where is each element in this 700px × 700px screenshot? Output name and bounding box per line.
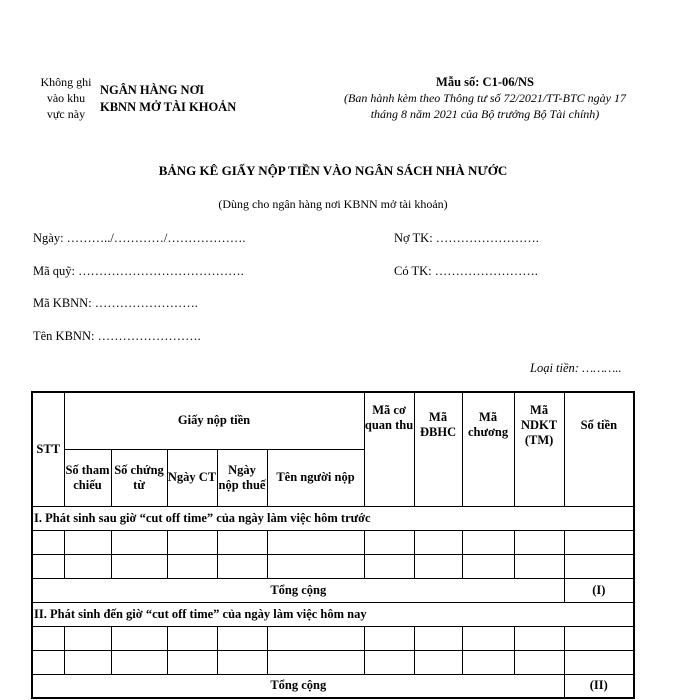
section-1-label: I. Phát sinh sau giờ “cut off time” của ngày làm việc hôm trước	[32, 506, 634, 530]
table-row	[32, 554, 634, 578]
no-write-line-1: Không ghi	[40, 75, 92, 89]
form-basis-line-1: (Ban hành kèm theo Thông tư số 72/2021/TT-BTC ngày 17	[344, 91, 626, 105]
no-write-zone-note	[28, 74, 104, 122]
header-document-date: Ngày CT	[167, 449, 217, 506]
header-document-number: Số chứng từ	[111, 449, 167, 506]
header-collecting-agency-code: Mã cơ quan thu	[364, 392, 414, 506]
treasury-name-field: Tên KBNN: …………………….	[33, 329, 201, 343]
section-2-label: II. Phát sinh đến giờ “cut off time” của ngày làm việc hôm nay	[32, 602, 634, 626]
bank-name-line-2: KBNN MỞ TÀI KHOẢN	[100, 100, 237, 114]
table-row	[32, 530, 634, 554]
header-economic-content-code: Mã NDKT (TM)	[514, 392, 564, 506]
date-field: Ngày: ………../…………/……………….	[33, 231, 246, 245]
document-title: BẢNG KÊ GIẤY NỘP TIỀN VÀO NGÂN SÁCH NHÀ NƯỚC	[158, 163, 508, 178]
bank-name-line-1: NGÂN HÀNG NƠI	[100, 83, 205, 97]
total-row	[32, 578, 634, 602]
total-1-mark: (I)	[564, 578, 634, 602]
section-row	[32, 602, 634, 626]
total-2-label: Tổng cộng	[32, 674, 564, 698]
document-subtitle: (Dùng cho ngân hàng nơi KBNN mở tài khoản)	[218, 197, 448, 211]
fund-code-field: Mã quỹ: ………………………………….	[33, 264, 244, 278]
table-header-row-1	[32, 392, 634, 449]
table-row	[32, 650, 634, 674]
credit-account-field: Có TK: …………………….	[394, 264, 538, 278]
form-basis-line-2: tháng 8 năm 2021 của Bộ trưởng Bộ Tài chính)	[370, 107, 600, 121]
header-chapter-code: Mã chương	[462, 392, 514, 506]
total-row	[32, 674, 634, 698]
header-payer-name: Tên người nộp	[267, 449, 364, 506]
header-payment-slip: Giấy nộp tiền	[64, 392, 364, 449]
header-tax-payment-date: Ngày nộp thuế	[217, 449, 267, 506]
header-amount: Số tiền	[564, 392, 634, 506]
no-write-line-2: vào khu	[46, 91, 86, 105]
header-reference-number: Số tham chiếu	[64, 449, 111, 506]
form-number-block	[300, 74, 670, 122]
treasury-code-field: Mã KBNN: …………………….	[33, 296, 198, 310]
header-admin-unit-code: Mã ĐBHC	[414, 392, 462, 506]
debit-account-field: Nợ TK: …………………….	[394, 231, 539, 245]
section-row	[32, 506, 634, 530]
no-write-line-3: vực này	[46, 107, 86, 121]
form-number: Mẫu số: C1-06/NS	[436, 75, 534, 89]
bank-name	[100, 82, 270, 116]
payment-list-table	[31, 391, 635, 699]
total-2-mark: (II)	[564, 674, 634, 698]
currency-type-field: Loại tiền: ………..	[530, 361, 622, 375]
table-row	[32, 626, 634, 650]
total-1-label: Tổng cộng	[32, 578, 564, 602]
header-stt: STT	[32, 392, 64, 506]
